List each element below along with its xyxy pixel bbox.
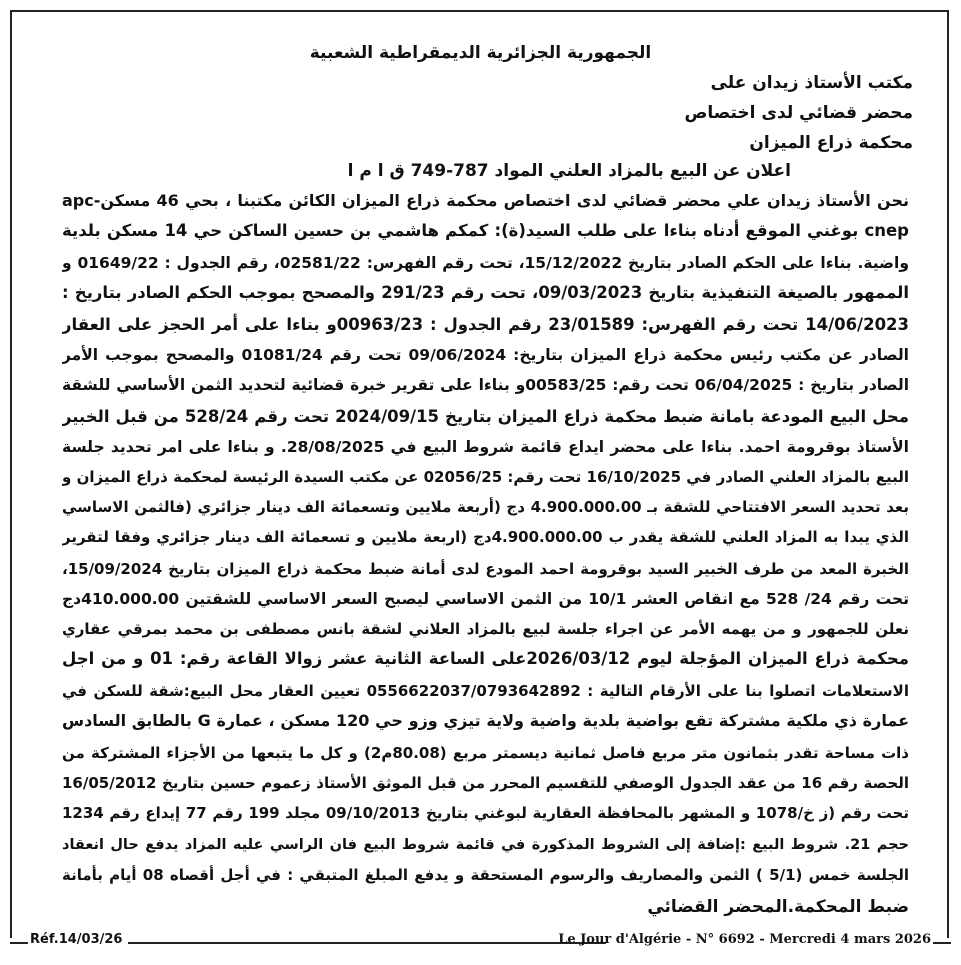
officer-role: محضر قضائي لدى اختصاص: [684, 103, 913, 123]
body-line: ذات مساحة تقدر بثمانون متر مربع فاصل ثمانية ديسمتر مربع (80.08م2) و كل ما يتبعها من الأجزاء المشتركة من: [62, 744, 909, 762]
body-line: 14/06/2023 تحت رقم الفهرس: 23/01589 رقم الجدول : 00963/23و بناءا على أمر الحجز على العقار: [62, 315, 909, 334]
body-line: الذي يبدا به المزاد العلني للشقة يقدر ب 4.900.000.00دج (اربعة ملايين و تسعمائة الف دينار جزائري وفقا لتقرير: [62, 528, 909, 546]
footer-rule-left: [10, 942, 28, 944]
footer-rule-right: [933, 942, 951, 944]
body-line: البيع بالمزاد العلني الصادر في 16/10/2025 تحت رقم: 02056/25 عن مكتب السيدة الرئيسة لمحكمة ذراع الميزان و: [62, 468, 909, 486]
body-line: الممهور بالصيغة التنفيذية بتاريخ 09/03/2023، تحت رقم 291/23 والمصحح بموجب الحكم الصادر بتاريخ :: [62, 283, 909, 302]
body-line: بعد تحديد السعر الافتتاحي للشقة بـ 4.900.000.00 دج (أربعة ملايين وتسعمائة الف دينار جزائري (فالثمن الاساسي: [62, 498, 909, 516]
body-line: الحصة رقم 16 من عقد الجدول الوصفي للتقسيم المحرر من قبل الموثق الأستاذ زعموم حسين بتاريخ 16/05/2012: [62, 774, 909, 792]
body-line: واضية. بناءا على الحكم الصادر بتاريخ 15/12/2022، تحت رقم الفهرس: 02581/22، رقم الجدول : 01649/22 و: [62, 254, 909, 272]
body-line: نحن الأستاذ زيدان علي محضر قضائي لدى اختصاص محكمة ذراع الميزان الكائن مكتبنا ، بحي 46 مسكن-apc: [62, 191, 909, 210]
body-line: الاستعلامات اتصلوا بنا على الأرقام التالية : 0556622037/0793642892 تعيين العقار محل البيع:شقة للسكن في: [62, 682, 909, 700]
body-line-signature: ضبط المحكمة.المحضر القضائي: [647, 897, 909, 917]
republic-heading: الجمهورية الجزائرية الديمقراطية الشعبية: [309, 43, 652, 63]
newspaper-footer: [0, 928, 961, 958]
body-line: تحت رقم (ز خ/1078 و المشهر بالمحافظة العقارية لبوغني بتاريخ 09/10/2013 مجلد 199 رقم 77 إيداع رقم 1234: [62, 804, 909, 822]
body-line: نعلن للجمهور و من يهمه الأمر عن اجراء جلسة لبيع بالمزاد العلاني لشقة بانس مصطفى بن محمد بمرقي عقاري: [62, 620, 909, 638]
body-line: محكمة ذراع الميزان المؤجلة ليوم 2026/03/12على الساعة الثانية عشر زوالا القاعة رقم: 01 و من اجل: [62, 649, 909, 668]
body-line: الأستاذ بوقرومة احمد. بناءا على محضر ايداع قائمة شروط البيع في 28/08/2025. و بناءا على امر تحديد جلسة: [62, 438, 909, 456]
reference-code: Réf.14/03/26: [30, 932, 123, 947]
body-line: الصادر عن مكتب رئيس محكمة ذراع الميزان بتاريخ: 09/06/2024 تحت رقم 01081/24 والمصحح بموجب الأمر: [62, 346, 909, 364]
body-line: حجم 21. شروط البيع :إضافة إلى الشروط المذكورة في قائمة شروط البيع فان الراسي عليه المزاد يدفع حال انعقاد: [62, 837, 909, 853]
body-line: cnep بوغني الموقع أدناه بناءا على طلب السيد(ة): كمكم هاشمي بن حسين الساكن حي 14 مسكن بلدية: [62, 221, 909, 240]
announcement-title: اعلان عن البيع بالمزاد العلني المواد 787-749 ق ا م ا: [347, 161, 791, 181]
body-line: تحت رقم 24/ 528 مع انقاص العشر 10/1 من الثمن الاساسي ليصبح السعر الاساسي للشقتين 410.000.00دج: [62, 590, 909, 608]
court-name: محكمة ذراع الميزان: [749, 133, 913, 153]
footer-rule-middle: [128, 942, 606, 944]
publication-info: Le Jour d'Algérie - N° 6692 - Mercredi 4 mars 2026: [558, 932, 931, 947]
body-line: الصادر بتاريخ : 06/04/2025 تحت رقم: 00583/25و بناءا على تقرير خبرة قضائية لتحديد الثمن الأساسي للشقة: [62, 376, 909, 394]
office-name: مكتب الأستاذ زيدان على: [710, 73, 913, 93]
body-line: الجلسة خمس (5/1 ) الثمن والمصاريف والرسوم المستحقة و يدفع المبلغ المتبقي : في أجل أقصاه 08 أيام بأمانة: [62, 866, 909, 884]
body-line: محل البيع المودعة بامانة ضبط محكمة ذراع الميزان بتاريخ 2024/09/15 تحت رقم 528/24 من قبل الخبير: [62, 407, 909, 426]
body-line: عمارة ذي ملكية مشتركة تقع بواضية بلدية واضية ولاية تيزي وزو حي 120 مسكن ، عمارة G بالطابق السادس: [62, 711, 909, 730]
body-line: الخبرة المعد من طرف الخبير السيد بوقرومة احمد المودع لدى أمانة ضبط محكمة ذراع الميزان بتاريخ 15/09/2024،: [62, 560, 909, 578]
